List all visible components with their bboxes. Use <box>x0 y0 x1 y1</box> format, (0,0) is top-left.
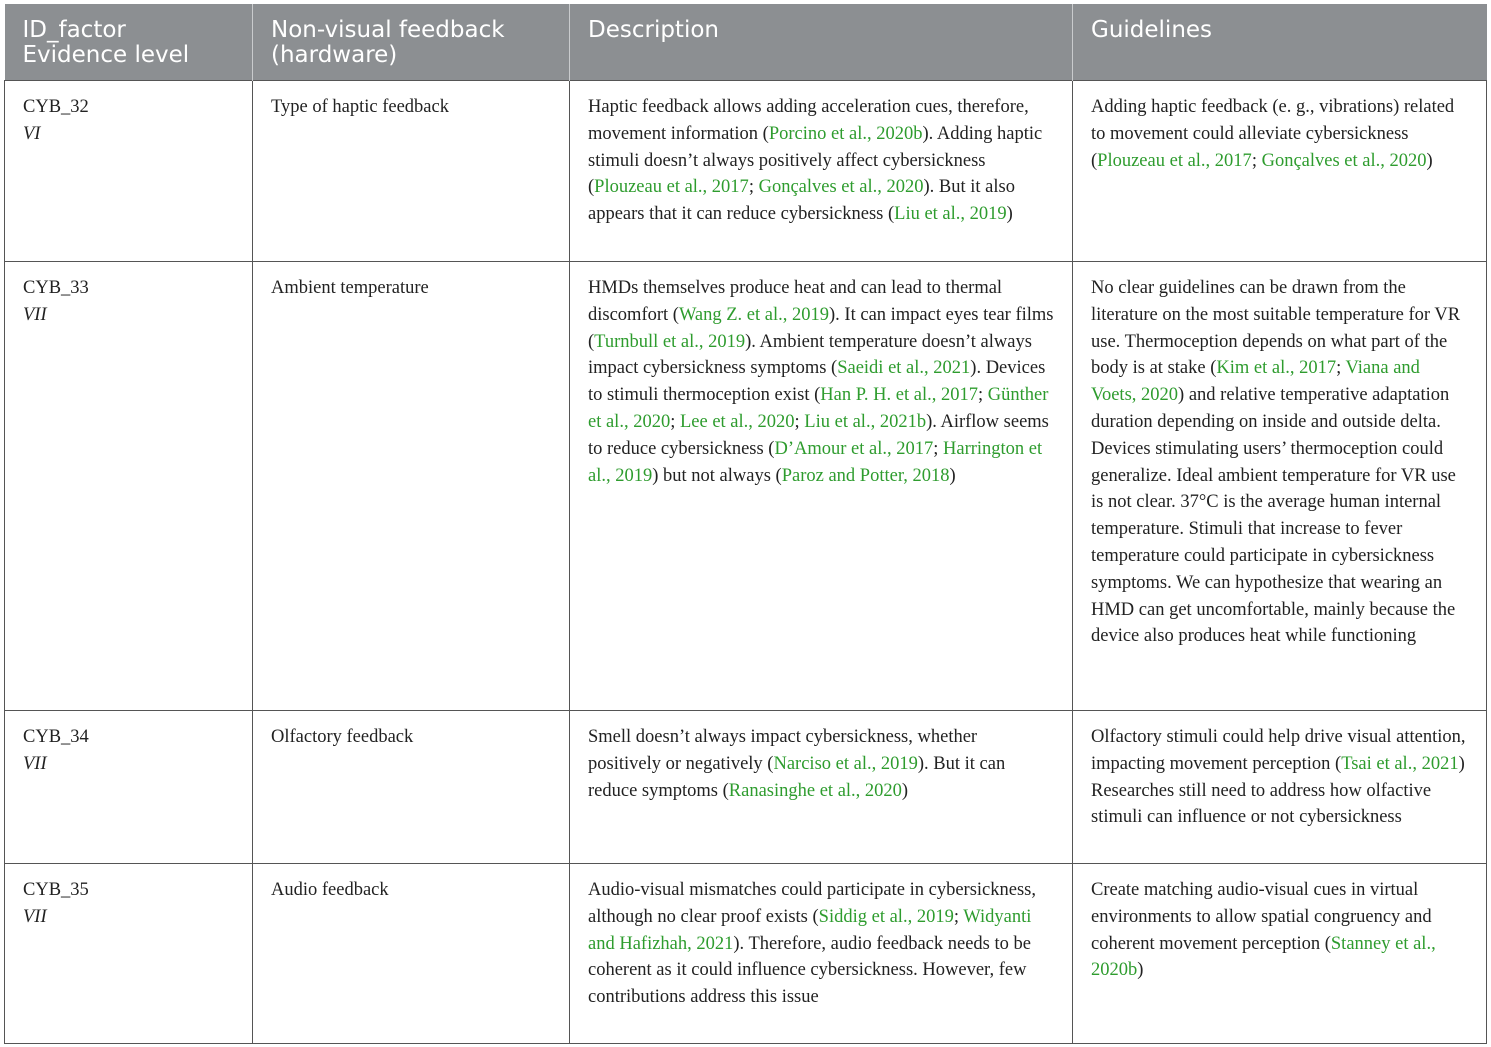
cell-factor: Ambient temperature <box>253 262 570 711</box>
desc-text: ; <box>748 177 759 198</box>
desc-text: ). Devices to stimuli thermoception exist ( <box>588 358 1046 406</box>
citation-link[interactable]: Wang Z. et al., 2019 <box>678 304 830 325</box>
desc-text: Smell doesn’t always impact cybersickness, whether positively or negatively ( <box>588 727 978 774</box>
citation-link[interactable]: Plouzeau et al., 2017 <box>1097 150 1252 171</box>
cell-id <box>5 864 253 1044</box>
desc-text: ) but not always ( <box>652 465 782 486</box>
cybersickness-factors-table <box>4 4 1487 1044</box>
citation-link[interactable]: Narciso et al., 2019 <box>773 753 918 774</box>
cell-factor: Olfactory feedback <box>253 711 570 864</box>
cell-id <box>5 262 253 711</box>
header-non-visual-line1: Non-visual feedback <box>271 17 505 43</box>
citation-link[interactable]: Günther et al., 2020 <box>588 385 1049 432</box>
citation-link[interactable]: Han P. H. et al., 2017 <box>820 385 978 406</box>
guide-text: ) <box>1426 150 1433 171</box>
desc-text: ) <box>901 780 909 801</box>
cell-description <box>570 262 1073 711</box>
guide-text: ) <box>1137 960 1144 981</box>
desc-text: ; <box>953 906 964 927</box>
guide-text: ) and relative temperative adaptation duration depending on inside and outside delta. Devices stimulating users’ thermoception could generalize. Ideal ambient temperature for VR use is not clear. 37°C is the average human internal temperature. Stimuli that increase to fever temperature could participate in cybersickness symptoms. We can hypothesize that wearing an HMD can get uncomfortable, mainly because the device also produces heat while functioning <box>1091 385 1456 647</box>
guide-text: ) <box>1458 753 1465 774</box>
desc-text: ; <box>933 438 943 459</box>
desc-text: ) <box>949 465 956 486</box>
header-id-factor <box>5 4 253 81</box>
citation-link[interactable]: Widyanti and Hafizhah, 2021 <box>588 906 1032 954</box>
table-header <box>5 4 1487 81</box>
desc-text: ). It can impact eyes tear films ( <box>588 304 1054 352</box>
citation-link[interactable]: Siddig et al., 2019 <box>818 906 954 927</box>
citation-link[interactable]: Stanney et al., 2020b <box>1091 933 1436 981</box>
desc-text: ). Airflow seems to reduce cybersickness ( <box>588 411 1049 459</box>
factor-id: CYB_35 <box>23 880 89 900</box>
cell-guidelines <box>1073 711 1487 864</box>
cell-description <box>570 81 1073 262</box>
header-id-factor-line1: ID_factor <box>22 17 126 43</box>
cell-id <box>5 81 253 262</box>
citation-link[interactable]: Viana and Voets, 2020 <box>1091 358 1420 406</box>
desc-text: Haptic feedback allows adding acceleration cues, therefore, movement information ( <box>588 97 1029 144</box>
header-id-factor-line2: Evidence level <box>22 42 190 68</box>
citation-link[interactable]: D’Amour et al., 2017 <box>774 438 934 459</box>
citation-link[interactable]: Ranasinghe et al., 2020 <box>728 780 902 801</box>
cell-guidelines <box>1073 864 1487 1044</box>
citation-link[interactable]: Tsai et al., 2021 <box>1341 753 1459 774</box>
guide-text: Olfactory stimuli could help drive visual attention, impacting movement perception ( <box>1091 727 1466 774</box>
guide-text: ; <box>1251 150 1262 171</box>
desc-text: HMDs themselves produce heat and can lead to thermal discomfort ( <box>588 278 1003 325</box>
desc-text: ). Adding haptic stimuli doesn’t always positively affect cybersickness ( <box>588 123 1043 198</box>
cell-description <box>570 711 1073 864</box>
citation-link[interactable]: Kim et al., 2017 <box>1216 358 1337 379</box>
citation-link[interactable]: Gonçalves et al., 2020 <box>758 177 924 198</box>
header-non-visual-line2: (hardware) <box>271 42 398 68</box>
guide-text: Researches still need to address how olfactive stimuli can influence or not cybersickness <box>1091 780 1432 828</box>
evidence-level: VII <box>23 753 47 774</box>
table-row <box>5 864 1487 1044</box>
citation-link[interactable]: Lee et al., 2020 <box>679 411 795 432</box>
cell-id <box>5 711 253 864</box>
guide-text: Create matching audio-visual cues in virtual environments to allow spatial congruency and coherent movement perception ( <box>1091 880 1432 954</box>
cell-description <box>570 864 1073 1044</box>
citation-link[interactable]: Saeidi et al., 2021 <box>837 358 971 379</box>
citation-link[interactable]: Liu et al., 2021b <box>804 411 927 432</box>
factor-id: CYB_32 <box>23 97 89 117</box>
guide-text: No clear guidelines can be drawn from the literature on the most suitable temperature for VR use. Thermoception depends on what part of the body is at stake ( <box>1091 278 1461 379</box>
citation-link[interactable]: Paroz and Potter, 2018 <box>781 465 950 486</box>
guide-text: ; <box>1336 358 1346 379</box>
citation-link[interactable]: Gonçalves et al., 2020 <box>1261 150 1427 171</box>
citation-link[interactable]: Harrington et al., 2019 <box>588 438 1043 486</box>
cell-factor: Type of haptic feedback <box>253 81 570 262</box>
table-row <box>5 711 1487 864</box>
evidence-level: VI <box>23 123 41 144</box>
desc-text: ; <box>670 411 680 432</box>
table-row <box>5 81 1487 262</box>
desc-text: ). But it can reduce symptoms ( <box>588 753 1006 801</box>
evidence-level: VII <box>23 304 47 325</box>
desc-text: ). But it also appears that it can reduce cybersickness ( <box>588 177 1015 225</box>
evidence-level: VII <box>23 906 47 927</box>
citation-link[interactable]: Turnbull et al., 2019 <box>594 331 746 352</box>
cell-guidelines <box>1073 262 1487 711</box>
header-row <box>5 4 1487 81</box>
desc-text: ). Therefore, audio feedback needs to be coherent as it could influence cybersickness. However, few contributions address this issue <box>588 933 1031 1008</box>
cell-guidelines <box>1073 81 1487 262</box>
factor-id: CYB_34 <box>23 727 89 747</box>
table-row <box>5 262 1487 711</box>
citation-link[interactable]: Plouzeau et al., 2017 <box>594 177 749 198</box>
citation-link[interactable]: Porcino et al., 2020b <box>768 123 923 144</box>
citation-link[interactable]: Liu et al., 2019 <box>894 204 1007 225</box>
desc-text: ; <box>978 385 988 406</box>
desc-text: ; <box>794 411 805 432</box>
desc-text: ). Ambient temperature doesn’t always impact cybersickness symptoms ( <box>588 331 1032 379</box>
header-description: Description <box>570 4 1073 81</box>
desc-text: ) <box>1006 204 1013 225</box>
guide-text: Adding haptic feedback (e. g., vibrations) related to movement could alleviate cybersickness ( <box>1091 97 1455 171</box>
cell-factor: Audio feedback <box>253 864 570 1044</box>
header-guidelines: Guidelines <box>1073 4 1487 81</box>
header-non-visual-feedback <box>253 4 570 81</box>
factor-id: CYB_33 <box>23 278 89 298</box>
desc-text: Audio-visual mismatches could participate in cybersickness, although no clear proof exists ( <box>588 880 1036 927</box>
